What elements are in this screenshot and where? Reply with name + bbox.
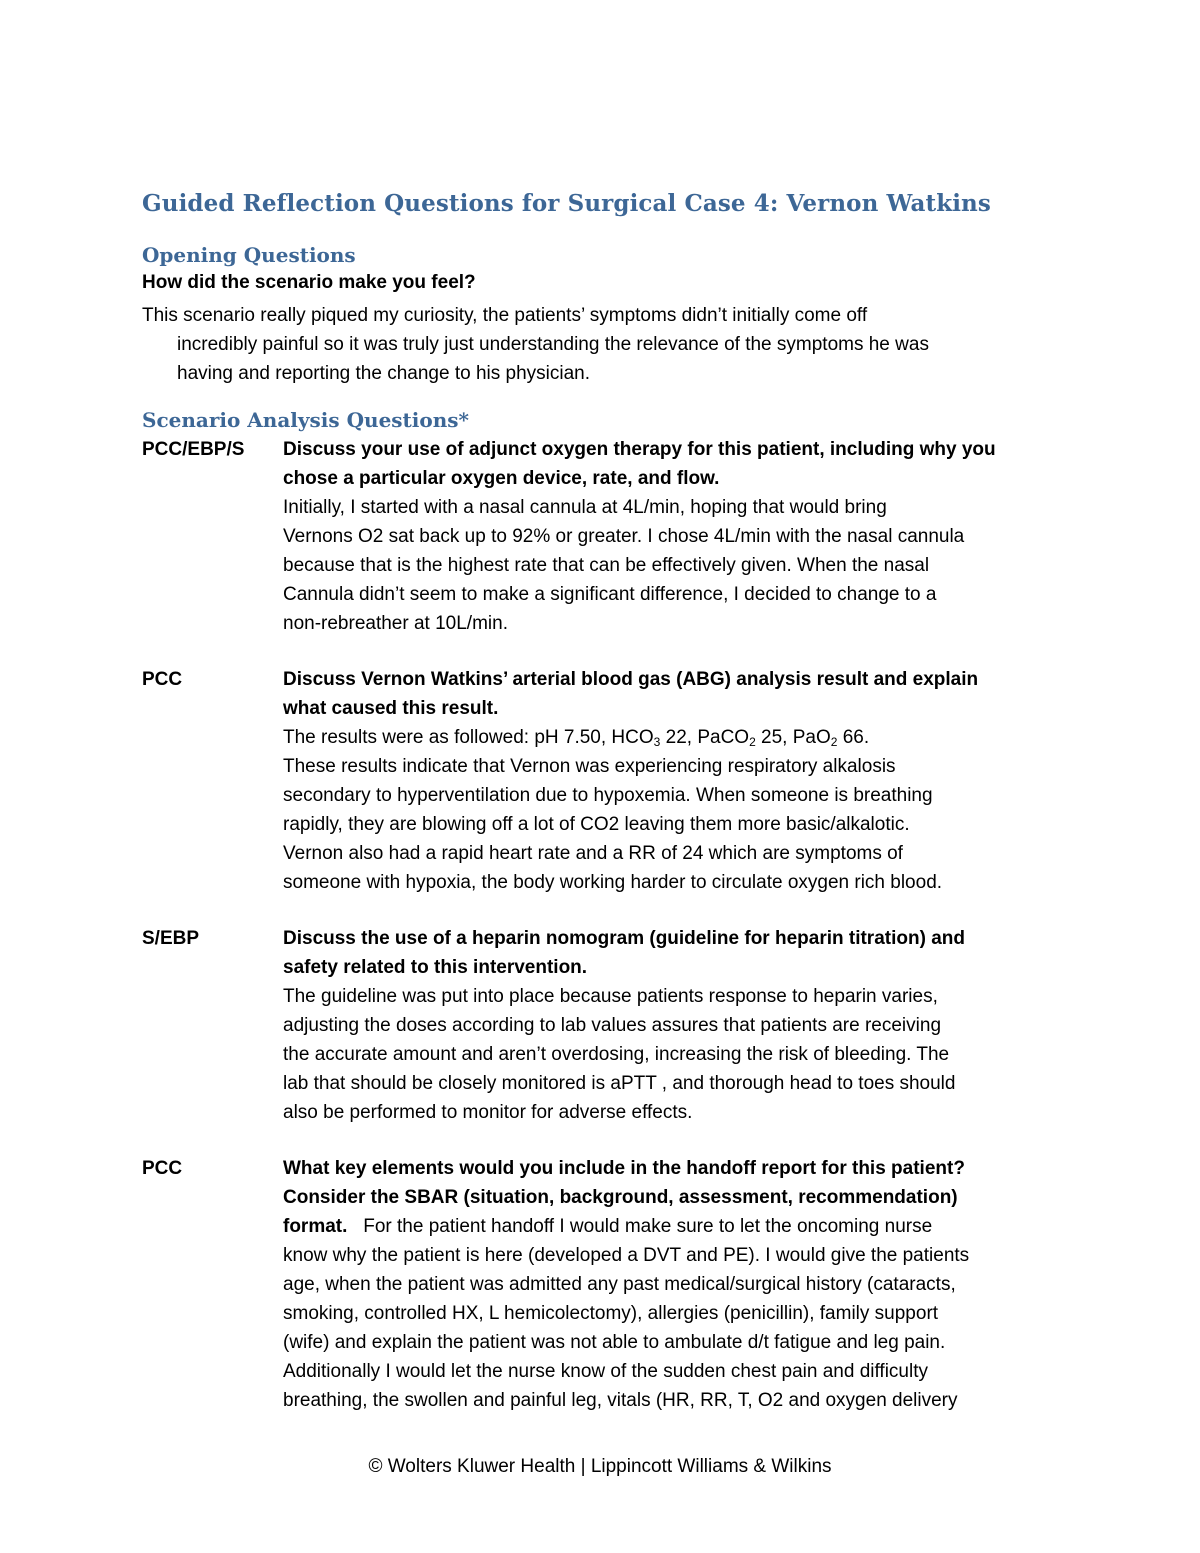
subscript: 3: [653, 735, 661, 749]
answer-line: because that is the highest rate that can be effectively given. When the nasal: [283, 555, 930, 576]
answer-line: breathing, the swollen and painful leg, vitals (HR, RR, T, O2 and oxygen delivery: [283, 1390, 958, 1411]
answer-line: Vernon also had a rapid heart rate and a RR of 24 which are symptoms of: [283, 843, 903, 864]
answer-line: secondary to hyperventilation due to hypoxemia. When someone is breathing: [283, 785, 933, 806]
answer-line: smoking, controlled HX, L hemicolectomy), allergies (penicillin), family support: [283, 1303, 939, 1324]
page-footer: © Wolters Kluwer Health | Lippincott Williams & Wilkins: [368, 1456, 832, 1477]
subscript: 2: [830, 735, 838, 749]
abg-results-line: [283, 723, 1073, 752]
question-body: [283, 1154, 1073, 1415]
competency-tag: PCC: [142, 1158, 183, 1179]
answer-line: Vernons O2 sat back up to 92% or greater. I chose 4L/min with the nasal cannula: [283, 526, 965, 547]
answer-line: These results indicate that Vernon was experiencing respiratory alkalosis: [283, 756, 896, 777]
opening-answer-line: having and reporting the change to his physician.: [177, 363, 590, 384]
abg-text: 66.: [837, 727, 870, 748]
competency-tag: PCC: [142, 669, 183, 690]
question-line-end: format.: [283, 1216, 348, 1237]
question-body: [283, 924, 1073, 1127]
answer-line: rapidly, they are blowing off a lot of CO2 leaving them more basic/alkalotic.: [283, 814, 910, 835]
answer-line-start: For the patient handoff I would make sure to let the oncoming nurse: [347, 1216, 933, 1237]
answer-line: adjusting the doses according to lab values assures that patients are receiving: [283, 1015, 942, 1036]
question-line: Discuss your use of adjunct oxygen therapy for this patient, including why you: [283, 439, 996, 460]
question-line: Consider the SBAR (situation, background, assessment, recommendation): [283, 1187, 958, 1208]
opening-answer: [142, 301, 1062, 388]
question-line: what caused this result.: [283, 698, 499, 719]
answer-line: someone with hypoxia, the body working harder to circulate oxygen rich blood.: [283, 872, 943, 893]
abg-text: The results were as followed: pH 7.50, HCO: [283, 727, 654, 748]
question-line: safety related to this intervention.: [283, 957, 588, 978]
competency-tag: S/EBP: [142, 928, 200, 949]
question-line: What key elements would you include in the handoff report for this patient?: [283, 1158, 965, 1179]
opening-questions-heading: Opening Questions: [142, 243, 356, 267]
question-line: Discuss Vernon Watkins’ arterial blood gas (ABG) analysis result and explain: [283, 669, 979, 690]
question-body: [283, 665, 1073, 897]
answer-line: the accurate amount and aren’t overdosing, increasing the risk of bleeding. The: [283, 1044, 950, 1065]
answer-line: non-rebreather at 10L/min.: [283, 613, 508, 634]
document-title: Guided Reflection Questions for Surgical Case 4: Vernon Watkins: [142, 190, 991, 217]
competency-tag: PCC/EBP/S: [142, 439, 245, 460]
opening-question: How did the scenario make you feel?: [142, 272, 476, 293]
question-body: [283, 435, 1073, 638]
opening-answer-line: This scenario really piqued my curiosity, the patients’ symptoms didn’t initially come off: [142, 305, 868, 326]
answer-line: know why the patient is here (developed a DVT and PE). I would give the patients: [283, 1245, 970, 1266]
subscript: 2: [749, 735, 756, 749]
answer-line: (wife) and explain the patient was not able to ambulate d/t fatigue and leg pain.: [283, 1332, 946, 1353]
question-line: Discuss the use of a heparin nomogram (guideline for heparin titration) and: [283, 928, 965, 949]
answer-line: Initially, I started with a nasal cannula at 4L/min, hoping that would bring: [283, 497, 887, 518]
opening-answer-line: incredibly painful so it was truly just understanding the relevance of the symptoms he was: [177, 334, 929, 355]
mixed-line: [283, 1212, 1073, 1241]
abg-text: 22, PaCO: [660, 727, 750, 748]
answer-line: lab that should be closely monitored is aPTT , and thorough head to toes should: [283, 1073, 956, 1094]
answer-line: Additionally I would let the nurse know of the sudden chest pain and difficulty: [283, 1361, 928, 1382]
answer-line: also be performed to monitor for adverse effects.: [283, 1102, 693, 1123]
answer-line: The guideline was put into place because patients response to heparin varies,: [283, 986, 938, 1007]
answer-line: Cannula didn’t seem to make a significant difference, I decided to change to a: [283, 584, 937, 605]
abg-text: 25, PaO: [755, 727, 831, 748]
scenario-analysis-heading: Scenario Analysis Questions*: [142, 408, 469, 432]
question-line: chose a particular oxygen device, rate, and flow.: [283, 468, 720, 489]
answer-line: age, when the patient was admitted any past medical/surgical history (cataracts,: [283, 1274, 956, 1295]
